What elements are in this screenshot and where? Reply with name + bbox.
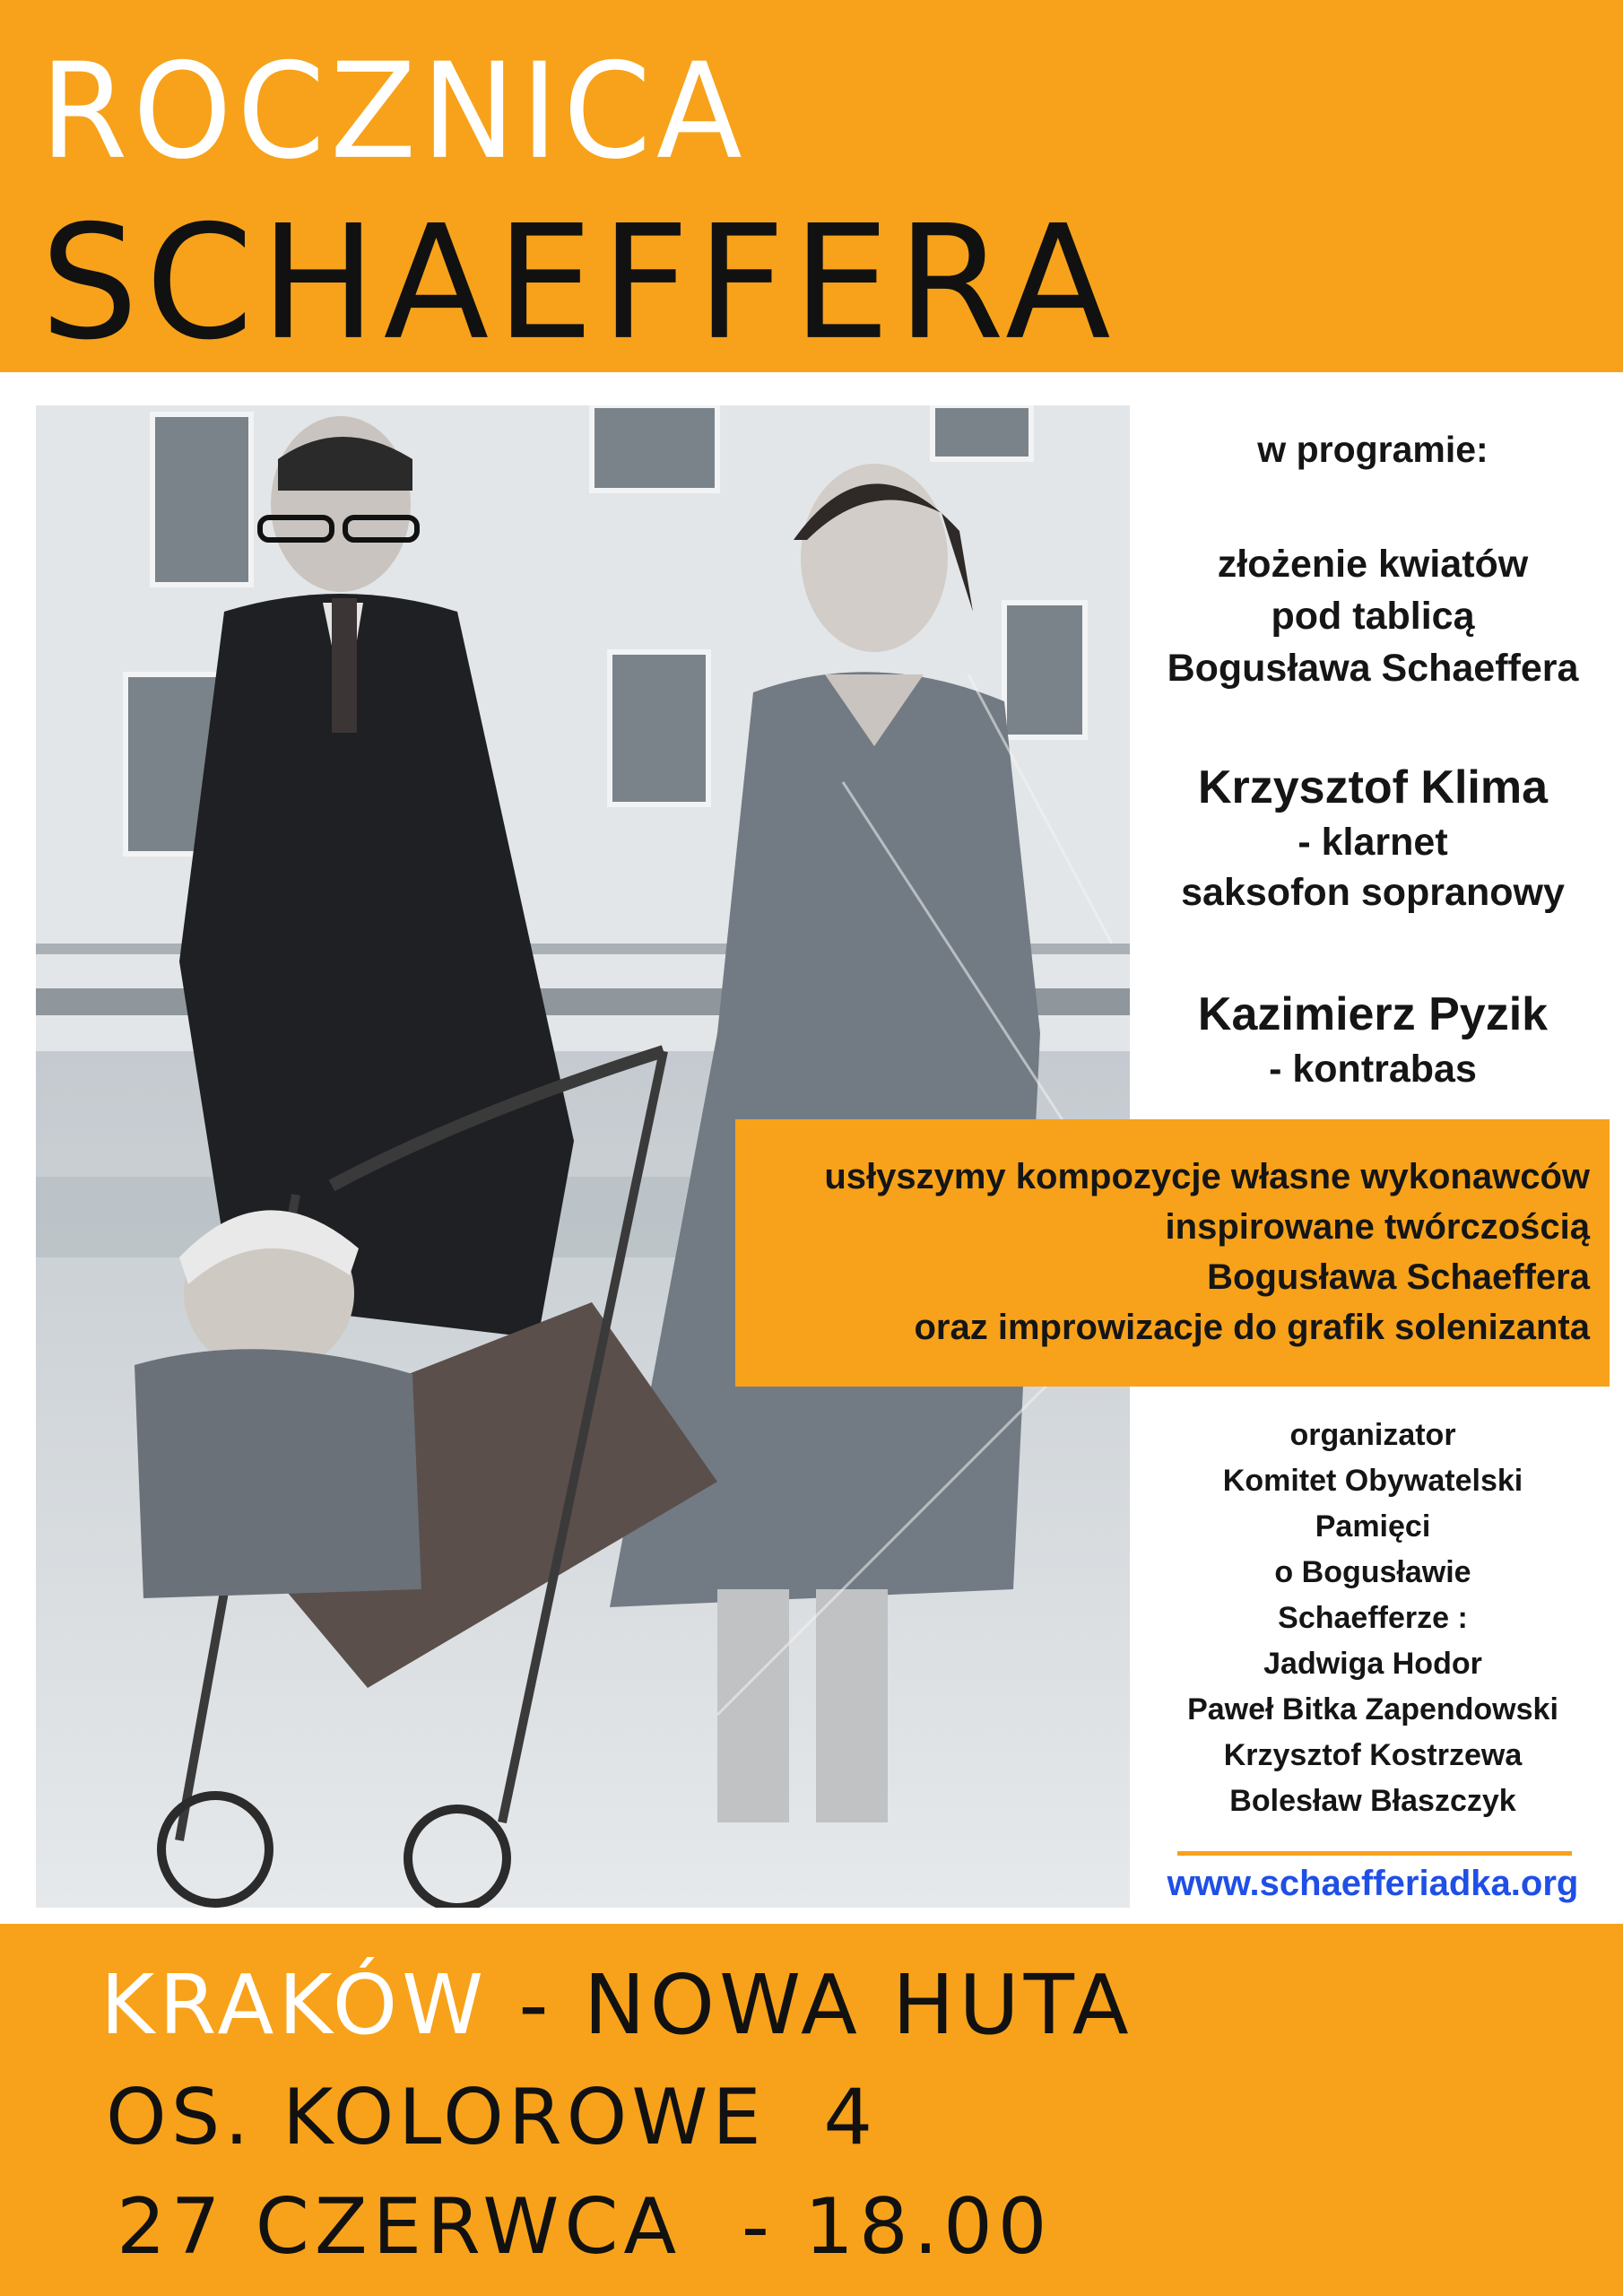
district: - NOWA HUTA — [518, 1957, 1133, 2053]
highlight-line: inspirowane twórczością — [1165, 1207, 1590, 1247]
performer-klima — [1132, 758, 1614, 918]
performer-pyzik — [1132, 985, 1614, 1094]
performer-role: - klarnet — [1298, 821, 1448, 864]
highlight-line: Bogusława Schaeffera — [1207, 1257, 1590, 1297]
divider — [1177, 1851, 1572, 1856]
city-line — [100, 1957, 1133, 2053]
highlight-text — [824, 1152, 1590, 1352]
program-heading: w programie: — [1257, 429, 1488, 470]
performer-name: Krzysztof Klima — [1197, 761, 1549, 813]
flowers-line: pod tablicą — [1271, 595, 1475, 638]
organizer-line: Jadwiga Hodor — [1263, 1647, 1482, 1681]
flowers-ceremony — [1132, 538, 1614, 694]
organizer-line: Paweł Bitka Zapendowski — [1187, 1692, 1558, 1726]
performer-role: saksofon sopranowy — [1181, 871, 1565, 914]
organizer-line: Pamięci — [1315, 1509, 1431, 1544]
organizer-block — [1132, 1413, 1614, 1824]
organizer-line: Komitet Obywatelski — [1222, 1464, 1523, 1498]
address: OS. KOLOROWE 4 — [106, 2073, 878, 2162]
organizer-line: Krzysztof Kostrzewa — [1223, 1738, 1523, 1772]
performer-role: - kontrabas — [1269, 1048, 1477, 1091]
event-date: 27 CZERWCA - 18.00 — [117, 2182, 1053, 2272]
organizer-line: o Bogusławie — [1274, 1555, 1471, 1589]
performer-name: Kazimierz Pyzik — [1197, 988, 1549, 1040]
organizer-line: Schaefferze : — [1278, 1601, 1468, 1635]
title-line-1: ROCZNICA — [40, 35, 748, 189]
flowers-line: złożenie kwiatów — [1217, 543, 1529, 586]
website-link[interactable]: www.schaefferiadka.org — [1167, 1864, 1579, 1903]
highlight-line: oraz improwizacje do grafik solenizanta — [914, 1308, 1590, 1347]
flowers-line: Bogusława Schaeffera — [1167, 647, 1579, 690]
highlight-line: usłyszymy kompozycje własne wykonawców — [824, 1157, 1590, 1196]
highlight-box — [735, 1119, 1610, 1387]
organizer-line: organizator — [1289, 1418, 1456, 1452]
city: KRAKÓW — [100, 1957, 489, 2053]
organizer-line: Bolesław Błaszczyk — [1229, 1784, 1516, 1818]
title-line-2: SCHAEFFERA — [40, 190, 1118, 375]
